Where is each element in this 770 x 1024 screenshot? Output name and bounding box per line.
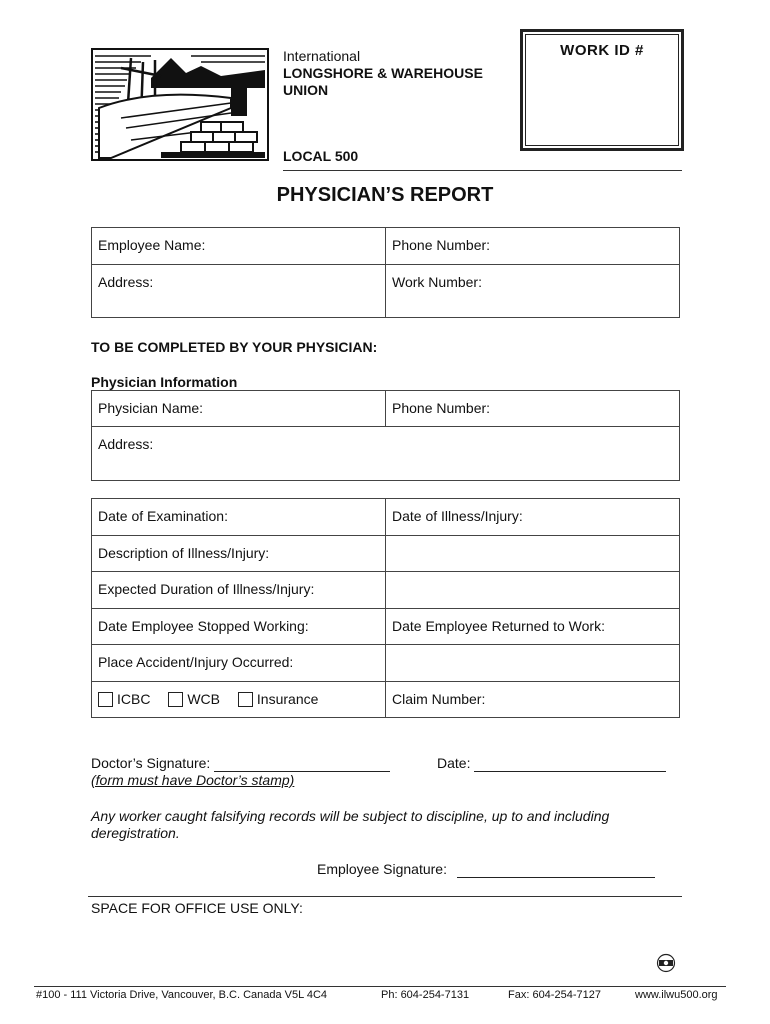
work-id-box[interactable] <box>520 29 684 151</box>
insurance-label: Insurance <box>256 691 319 707</box>
date-returned-field[interactable] <box>386 609 680 645</box>
date-of-illness-field[interactable] <box>386 499 680 536</box>
employee-name-field[interactable] <box>92 228 386 265</box>
doctor-date-row <box>437 755 666 772</box>
date-returned-label: Date Employee Returned to Work: <box>392 618 605 634</box>
physician-section-heading: TO BE COMPLETED BY YOUR PHYSICIAN: <box>91 339 378 355</box>
physician-info-subheading: Physician Information <box>91 374 238 390</box>
doctor-signature-row <box>91 755 390 772</box>
employee-address-label: Address: <box>98 274 154 290</box>
duration-label: Expected Duration of Illness/Injury: <box>98 581 315 597</box>
physician-address-field[interactable] <box>92 427 680 481</box>
employee-address-field[interactable] <box>92 265 386 318</box>
claim-number-field[interactable] <box>386 682 680 718</box>
employee-name-label: Employee Name: <box>98 237 206 253</box>
duration-field[interactable] <box>92 572 386 609</box>
doctor-signature-line[interactable] <box>214 755 390 772</box>
place-field[interactable] <box>92 645 386 682</box>
footer-phone: Ph: 604-254-7131 <box>381 989 470 1001</box>
union-name <box>283 48 483 99</box>
claim-type-checkboxes <box>92 682 386 718</box>
employee-signature-row <box>317 861 655 878</box>
work-number-label: Work Number: <box>392 274 482 290</box>
wcb-checkbox[interactable] <box>168 692 183 707</box>
icbc-label: ICBC <box>117 691 151 707</box>
date-of-examination-field[interactable] <box>92 499 386 536</box>
physician-name-label: Physician Name: <box>98 400 204 416</box>
place-value-field[interactable] <box>386 645 680 682</box>
employee-table <box>91 227 680 318</box>
insurance-checkbox[interactable] <box>238 692 253 707</box>
physician-name-field[interactable] <box>92 391 386 427</box>
description-field[interactable] <box>92 536 386 572</box>
union-line-2: LONGSHORE & WAREHOUSE <box>283 65 483 81</box>
doctor-date-line[interactable] <box>474 755 666 772</box>
office-use-label: SPACE FOR OFFICE USE ONLY: <box>91 900 303 916</box>
employee-phone-field[interactable] <box>386 228 680 265</box>
physician-table <box>91 390 680 481</box>
employee-signature-label: Employee Signature: <box>317 861 447 877</box>
date-stopped-field[interactable] <box>92 609 386 645</box>
exam-table <box>91 498 680 718</box>
employee-signature-line[interactable] <box>457 861 655 878</box>
date-stopped-label: Date Employee Stopped Working: <box>98 618 309 634</box>
icbc-checkbox[interactable] <box>98 692 113 707</box>
wcb-label: WCB <box>187 691 221 707</box>
union-line-1: International <box>283 48 361 64</box>
duration-value-field[interactable] <box>386 572 680 609</box>
physician-phone-label: Phone Number: <box>392 400 491 416</box>
page-title: PHYSICIAN’S REPORT <box>276 184 494 206</box>
local-number: LOCAL 500 <box>283 148 359 164</box>
footer-website[interactable]: www.ilwu500.org <box>635 989 718 1001</box>
doctor-signature-label: Doctor’s Signature: <box>91 755 211 771</box>
date-of-examination-label: Date of Examination: <box>98 508 228 524</box>
description-value-field[interactable] <box>386 536 680 572</box>
ilwu-logo <box>91 48 269 161</box>
union-line-3: UNION <box>283 82 329 98</box>
physician-phone-field[interactable] <box>386 391 680 427</box>
falsifying-warning: Any worker caught falsifying records will be subject to discipline, up to and including deregistration. <box>91 808 610 841</box>
work-id-label: WORK ID # <box>560 42 644 59</box>
footer-rule <box>34 986 726 987</box>
doctor-date-label: Date: <box>437 755 471 771</box>
physician-address-label: Address: <box>98 436 154 452</box>
office-rule <box>88 896 682 897</box>
footer-fax: Fax: 604-254-7127 <box>508 989 601 1001</box>
description-label: Description of Illness/Injury: <box>98 545 270 561</box>
header-rule <box>283 170 682 171</box>
work-number-field[interactable] <box>386 265 680 318</box>
date-of-illness-label: Date of Illness/Injury: <box>392 508 523 524</box>
footer-address: #100 - 111 Victoria Drive, Vancouver, B.C. Canada V5L 4C4 <box>36 989 328 1001</box>
claim-number-label: Claim Number: <box>392 691 486 707</box>
employee-phone-label: Phone Number: <box>392 237 491 253</box>
place-label: Place Accident/Injury Occurred: <box>98 654 294 670</box>
doctor-stamp-note: (form must have Doctor’s stamp) <box>91 772 295 788</box>
ilwu-emblem-icon <box>656 953 676 973</box>
